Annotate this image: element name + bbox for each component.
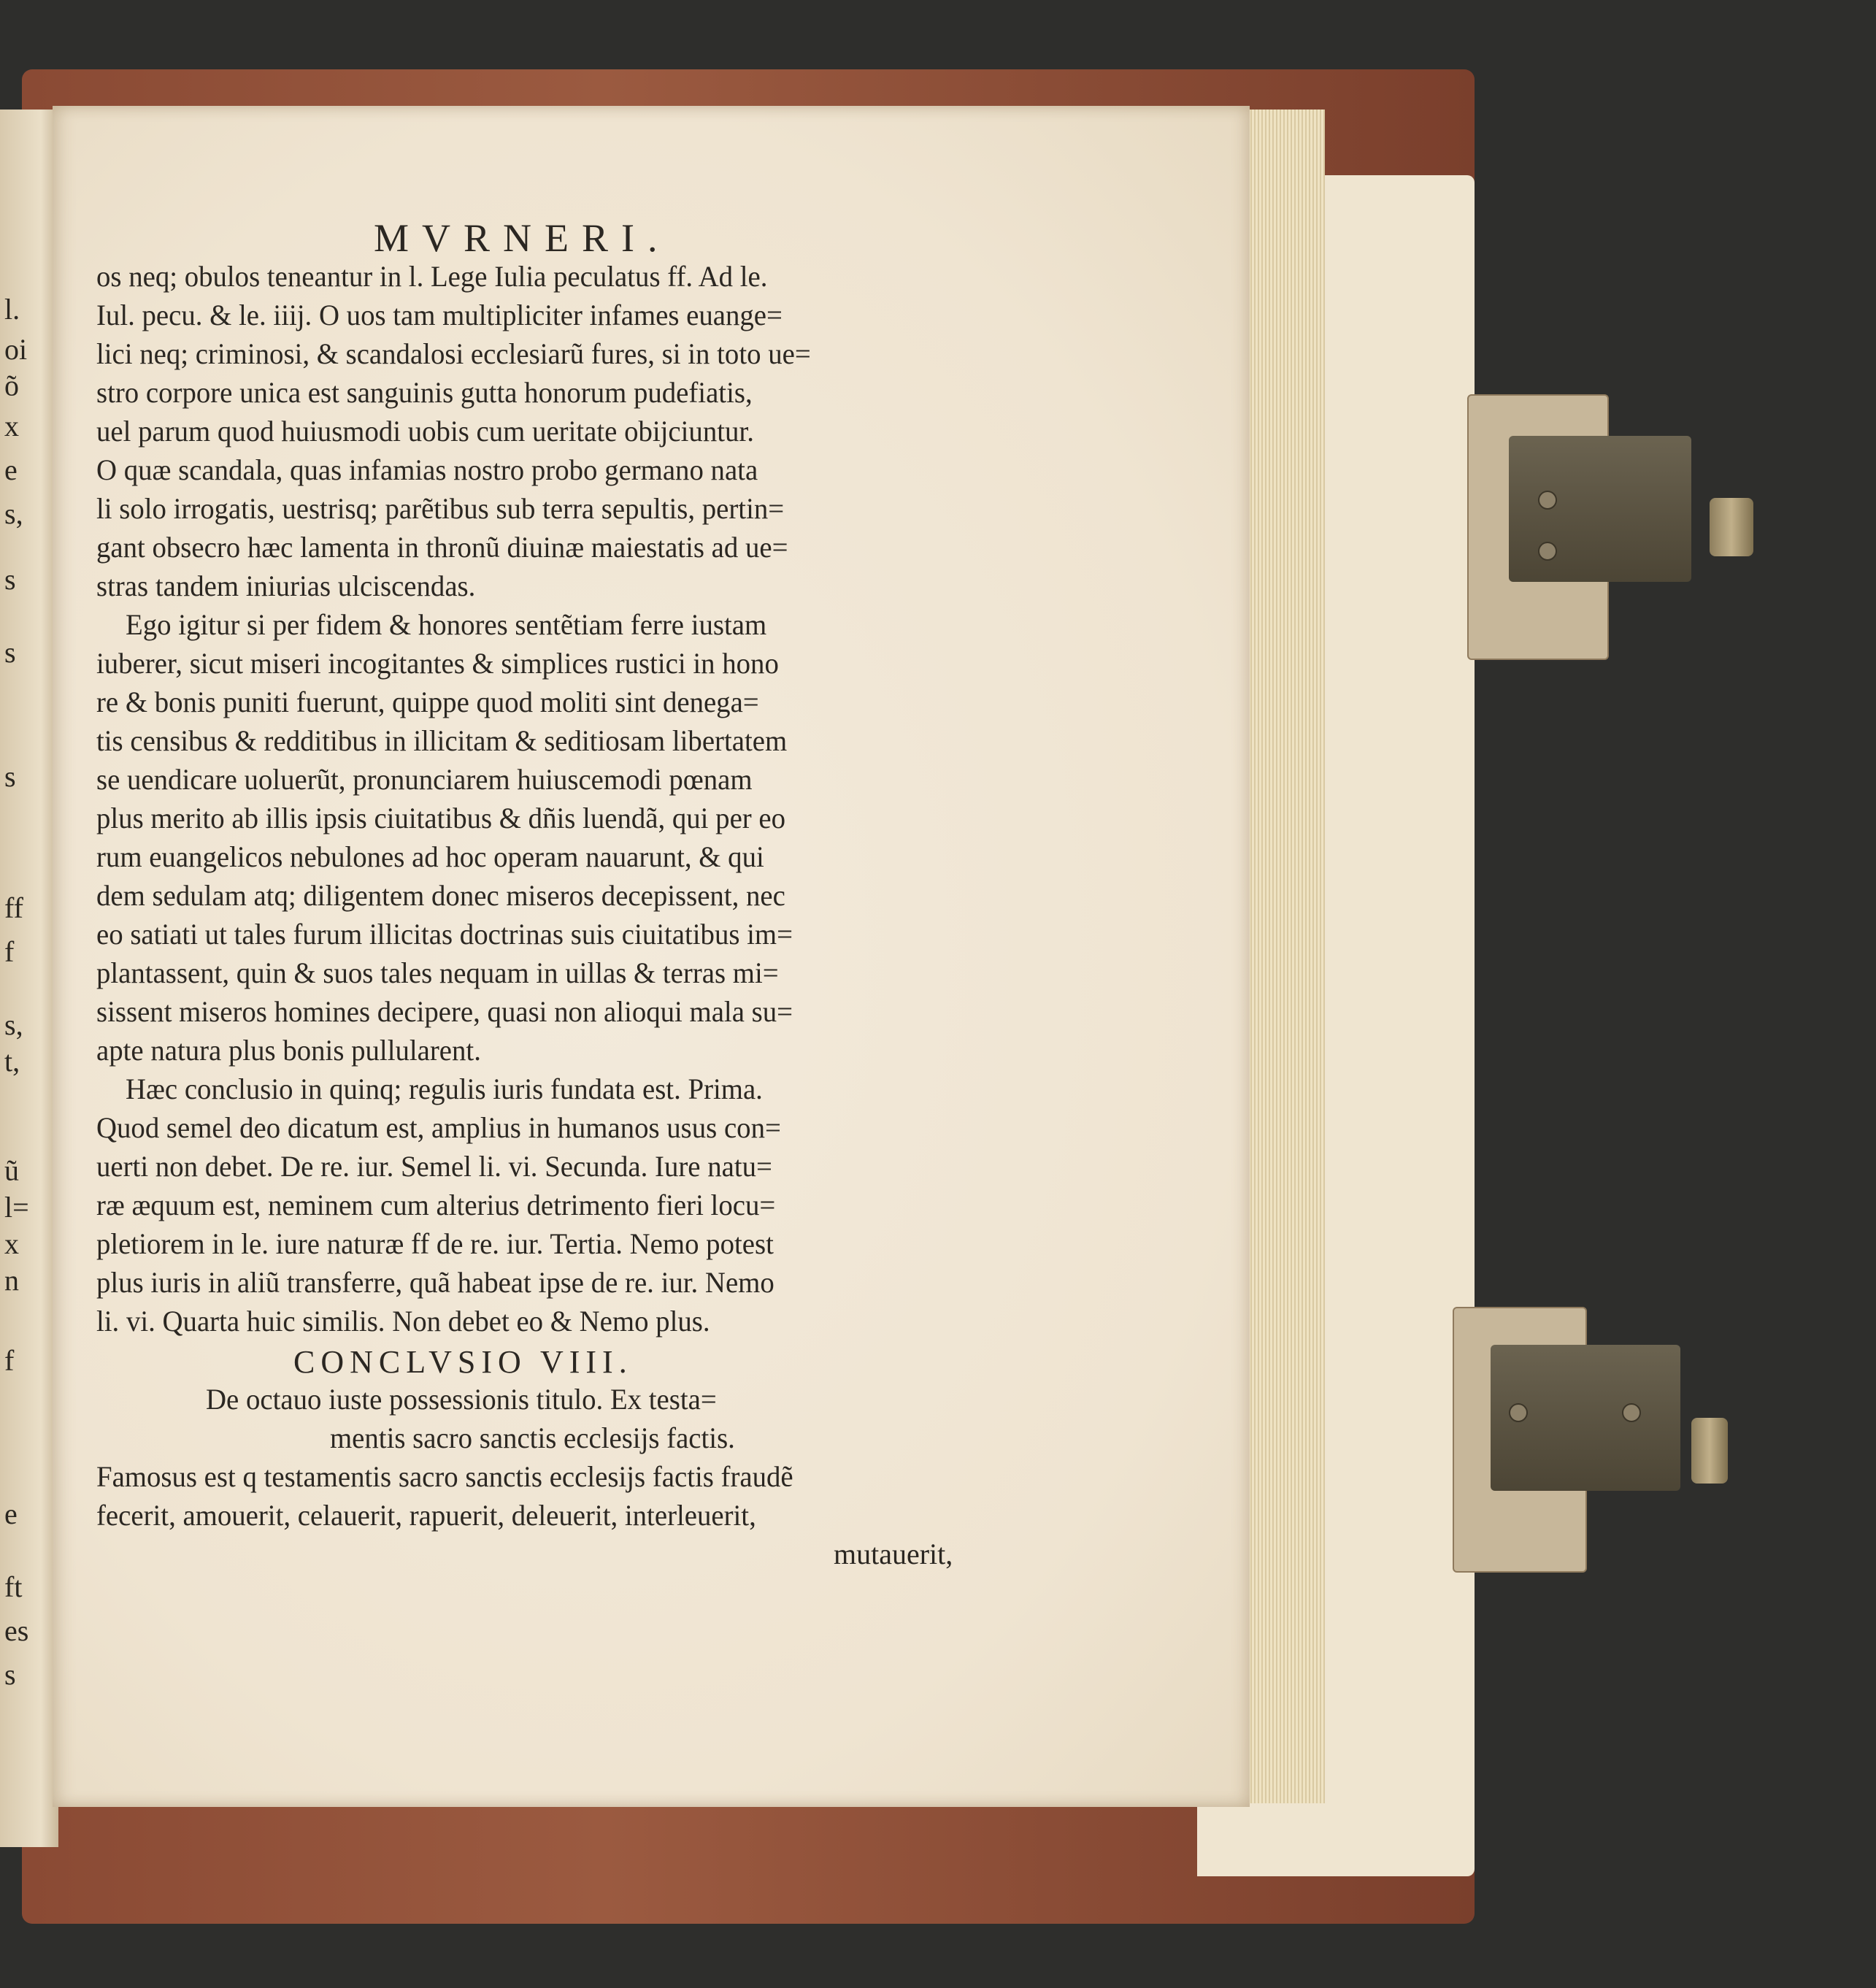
rivet xyxy=(1538,491,1557,510)
text-line: iuberer, sicut miseri incogitantes & simplices rustici in hono xyxy=(96,647,779,680)
text-line: plus iuris in aliũ transferre, quã habeat ipse de re. iur. Nemo xyxy=(96,1266,774,1299)
text-line: sissent miseros homines decipere, quasi non alioqui mala su= xyxy=(96,995,793,1028)
text-line: plantassent, quin & suos tales nequam in uillas & terras mi= xyxy=(96,956,779,989)
facing-page-fragment: ff xyxy=(4,891,23,924)
facing-page-fragment: n xyxy=(4,1264,19,1297)
facing-page-fragment: t, xyxy=(4,1045,20,1078)
text-line: dem sedulam atq; diligentem donec miseros decepissent, nec xyxy=(96,879,785,912)
facing-page-fragment: ft xyxy=(4,1570,23,1603)
facing-page-fragment: e xyxy=(4,1497,18,1530)
facing-page-fragment: f xyxy=(4,1344,15,1377)
facing-page-fragment: s xyxy=(4,760,16,793)
facing-page-fragment: s xyxy=(4,636,16,669)
text-line: Famosus est q testamentis sacro sanctis ecclesijs factis fraudẽ xyxy=(96,1460,793,1493)
text-line: os neq; obulos teneantur in l. Lege Iulia peculatus ff. Ad le. xyxy=(96,260,768,293)
section-heading: CONCLVSIO VIII. xyxy=(293,1344,633,1380)
facing-page-fragment: e xyxy=(4,453,18,486)
facing-page-fragment: l= xyxy=(4,1191,29,1224)
catchword: mutauerit, xyxy=(834,1538,953,1570)
text-line: lici neq; criminosi, & scandalosi ecclesiarũ fures, si in toto ue= xyxy=(96,337,811,370)
text-line: gant obsecro hæc lamenta in thronũ diuinæ maiestatis ad ue= xyxy=(96,531,788,564)
running-head: MVRNERI. xyxy=(374,216,671,260)
facing-page-fragment: es xyxy=(4,1614,29,1647)
clasp-hinge xyxy=(1710,498,1753,556)
lower-clasp xyxy=(1453,1307,1587,1573)
text-line: se uendicare uoluerũt, pronunciarem huiuscemodi pœnam xyxy=(96,763,753,796)
upper-clasp xyxy=(1467,394,1609,660)
text-line: Quod semel deo dicatum est, amplius in humanos usus con= xyxy=(96,1111,781,1144)
facing-page-fragment: x xyxy=(4,1227,19,1260)
text-line: eo satiati ut tales furum illicitas doctrinas suis ciuitatibus im= xyxy=(96,918,793,951)
text-line: uerti non debet. De re. iur. Semel li. vi. Secunda. Iure natu= xyxy=(96,1150,772,1183)
facing-page-fragment: oi xyxy=(4,333,28,366)
facing-page-fragment: f xyxy=(4,935,15,968)
rivet xyxy=(1538,542,1557,561)
text-line: fecerit, amouerit, celauerit, rapuerit, deleuerit, interleuerit, xyxy=(96,1499,756,1532)
text-line: Ego igitur si per fidem & honores sentẽtiam ferre iustam xyxy=(126,608,767,641)
clasp-hinge xyxy=(1691,1418,1728,1484)
facing-page-fragment: s xyxy=(4,563,16,596)
text-line: Iul. pecu. & le. iiij. O uos tam multipliciter infames euange= xyxy=(96,299,783,331)
facing-page-fragment: s xyxy=(4,1658,16,1691)
text-line: ræ æquum est, neminem cum alterius detrimento fieri locu= xyxy=(96,1189,776,1221)
facing-page-edge xyxy=(0,110,58,1847)
text-line: li. vi. Quarta huic similis. Non debet eo & Nemo plus. xyxy=(96,1305,710,1338)
facing-page-fragment: s, xyxy=(4,497,23,530)
facing-page-fragment: x xyxy=(4,410,19,442)
text-line: Hæc conclusio in quinq; regulis iuris fundata est. Prima. xyxy=(126,1072,763,1105)
text-line: tis censibus & redditibus in illicitam & seditiosam libertatem xyxy=(96,724,788,757)
text-line: O quæ scandala, quas infamias nostro probo germano nata xyxy=(96,453,758,486)
rivet xyxy=(1622,1403,1641,1422)
text-line: mentis sacro sanctis ecclesijs factis. xyxy=(330,1421,735,1454)
text-line: pletiorem in le. iure naturæ ff de re. iur. Tertia. Nemo potest xyxy=(96,1227,774,1260)
text-line: li solo irrogatis, uestrisq; parẽtibus sub terra sepultis, pertin= xyxy=(96,492,785,525)
facing-page-fragment: õ xyxy=(4,369,19,402)
page-edges xyxy=(1245,110,1325,1803)
text-line: stras tandem iniurias ulciscendas. xyxy=(96,569,476,602)
text-line: rum euangelicos nebulones ad hoc operam nauarunt, & qui xyxy=(96,840,764,873)
text-line: uel parum quod huiusmodi uobis cum ueritate obijciuntur. xyxy=(96,415,754,448)
rivet xyxy=(1509,1403,1528,1422)
text-line: De octauo iuste possessionis titulo. Ex testa= xyxy=(206,1383,717,1416)
text-line: re & bonis puniti fuerunt, quippe quod moliti sint denega= xyxy=(96,686,759,718)
recto-page xyxy=(53,106,1250,1807)
text-line: plus merito ab illis ipsis ciuitatibus & dñis luendã, qui per eo xyxy=(96,802,786,834)
text-line: stro corpore unica est sanguinis gutta honorum pudefiatis, xyxy=(96,376,753,409)
facing-page-fragment: s, xyxy=(4,1008,23,1041)
facing-page-fragment: l. xyxy=(4,293,20,326)
text-line: apte natura plus bonis pullularent. xyxy=(96,1034,481,1067)
clasp-plate xyxy=(1509,436,1691,582)
facing-page-fragment: ũ xyxy=(4,1154,19,1187)
